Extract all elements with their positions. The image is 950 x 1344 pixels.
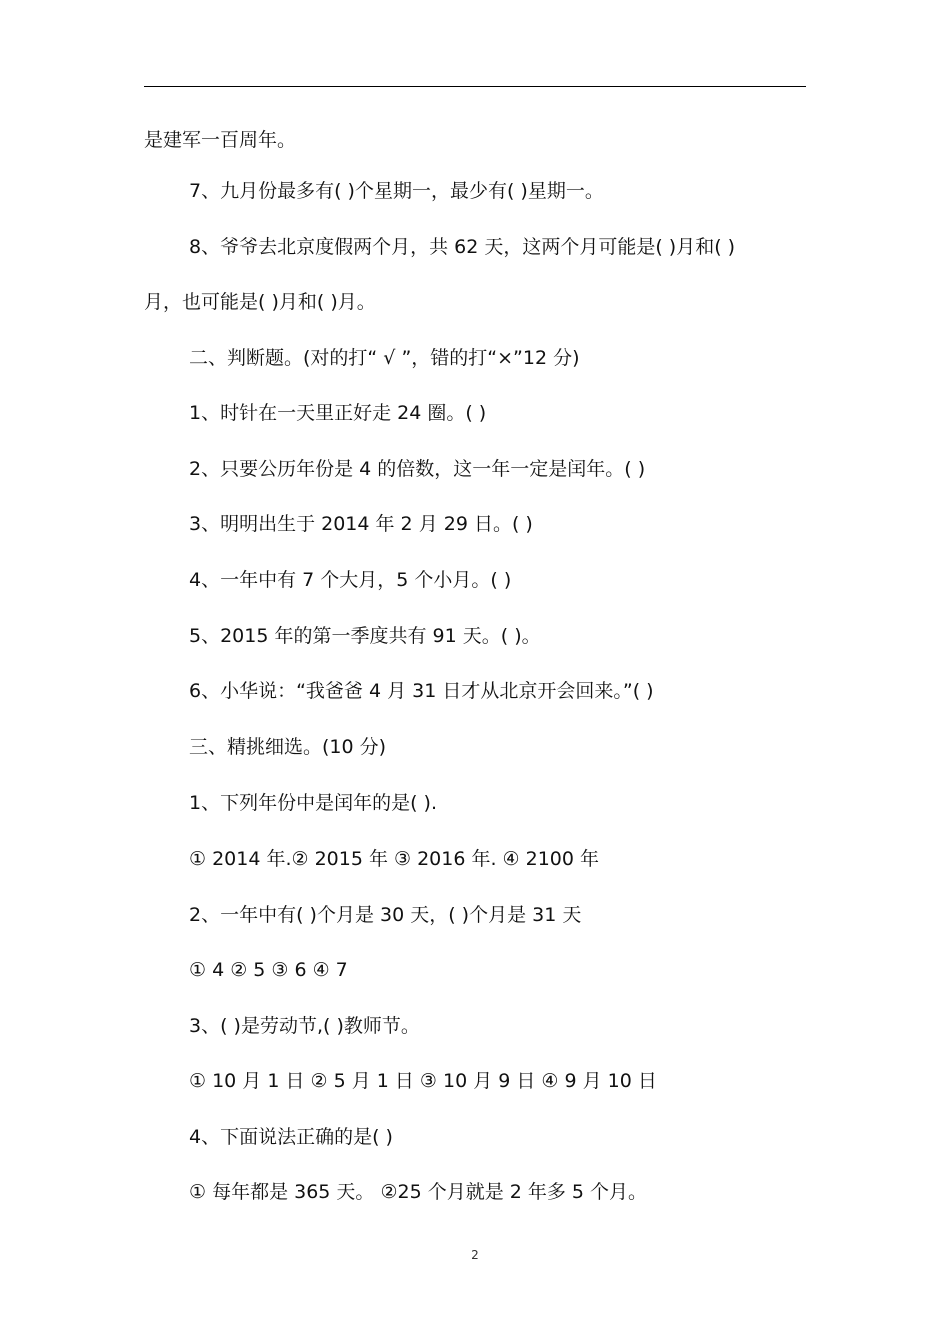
choice-2-options: ① 4 ② 5 ③ 6 ④ 7 <box>189 959 348 981</box>
choice-4: 4、下面说法正确的是( ) <box>189 1126 393 1148</box>
text-line: 是建军一百周年。 <box>144 129 297 151</box>
choice-2: 2、一年中有( )个月是 30 天，( )个月是 31 天 <box>189 904 582 926</box>
section-heading-judgment: 二、判断题。(对的打“ √ ”，错的打“×”12 分) <box>189 347 580 369</box>
judgment-1: 1、时针在一天里正好走 24 圈。( ) <box>189 402 487 424</box>
choice-1-options: ① 2014 年.② 2015 年 ③ 2016 年. ④ 2100 年 <box>189 848 600 870</box>
judgment-5: 5、2015 年的第一季度共有 91 天。( )。 <box>189 625 541 647</box>
judgment-3: 3、明明出生于 2014 年 2 月 29 日。( ) <box>189 513 533 535</box>
section-heading-choice: 三、精挑细选。(10 分) <box>189 736 387 758</box>
choice-3-options: ① 10 月 1 日 ② 5 月 1 日 ③ 10 月 9 日 ④ 9 月 10 日 <box>189 1070 657 1092</box>
judgment-6: 6、小华说：“我爸爸 4 月 31 日才从北京开会回来。”( ) <box>189 680 654 702</box>
question-8: 8、爷爷去北京度假两个月，共 62 天，这两个月可能是( )月和( ) <box>189 236 736 258</box>
header-rule <box>144 86 806 87</box>
question-8-continued: 月，也可能是( )月和( )月。 <box>144 291 376 313</box>
question-7: 7、九月份最多有( )个星期一，最少有( )星期一。 <box>189 180 604 202</box>
judgment-2: 2、只要公历年份是 4 的倍数，这一年一定是闰年。( ) <box>189 458 646 480</box>
judgment-4: 4、一年中有 7 个大月，5 个小月。( ) <box>189 569 512 591</box>
page-number: 2 <box>471 1248 479 1262</box>
choice-4-options: ① 每年都是 365 天。 ②25 个月就是 2 年多 5 个月。 <box>189 1181 648 1203</box>
choice-3: 3、( )是劳动节,( )教师节。 <box>189 1015 420 1037</box>
choice-1: 1、下列年份中是闰年的是( ). <box>189 792 437 814</box>
